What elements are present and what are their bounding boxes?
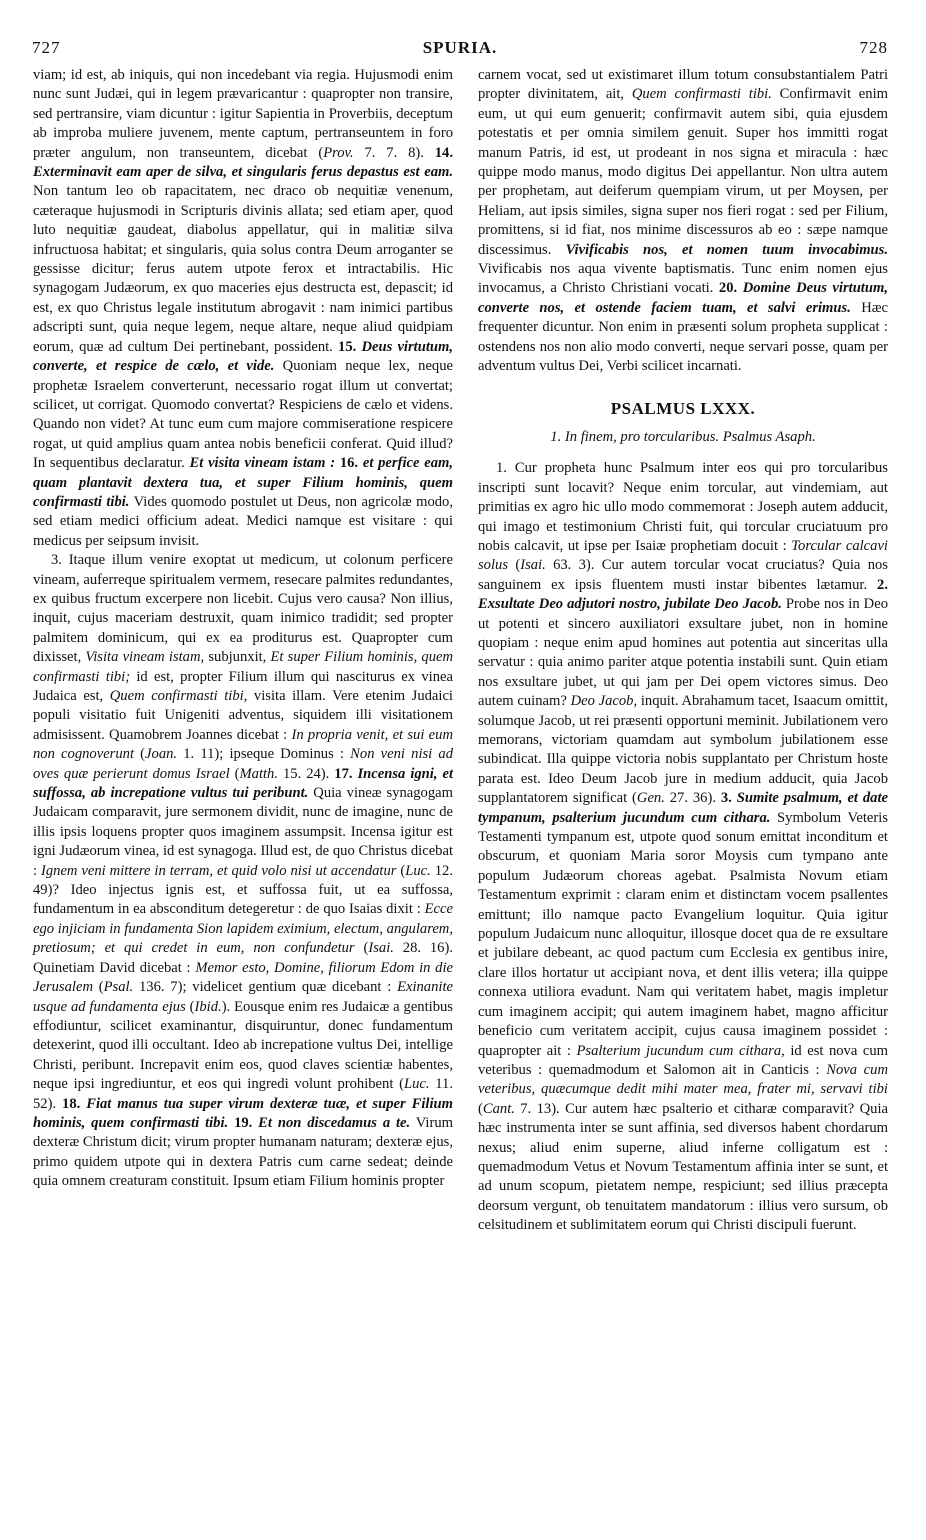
- text-run: Torcular calcavi solus: [478, 537, 888, 574]
- text-run: Cant.: [482, 1100, 515, 1117]
- psalm-subtitle: 1. In finem, pro torcularibus. Psalmus Asaph.: [550, 428, 816, 445]
- text-run: Gen.: [636, 790, 665, 807]
- text-run: 17.: [334, 765, 353, 782]
- text-run: Probe nos in Deo ut potenti et sincero auxiliatori exsultare jubet, non in homine quopiam : neque enim apud homines aut potentia aut sinceritas ulla servatur : quia animo pariter atque potentia instabili sunt. Quin etiam nos exsultare jubet, ut qui jam per Dei opem victores simus. Deo autem cuinam?: [478, 596, 888, 710]
- text-run: Matth.: [239, 765, 278, 782]
- text-run: 63. 3). Cur autem torcular vocat cruciatus? Quia nos sanguinem ex ipsis fluentem musti instar bibentes lætamur.: [478, 557, 888, 593]
- text-run: (: [396, 862, 406, 879]
- text-run: Quem confirmasti tibi.: [631, 86, 772, 103]
- text-run: (: [92, 979, 104, 996]
- psalm-title: PSALMUS LXXX.: [610, 398, 756, 418]
- text-run: 7. 7. 8).: [353, 144, 435, 161]
- text-run: Ignem veni mittere in terram, et quid volo nisi ut accendatur: [41, 862, 397, 879]
- page-number-left: 727: [32, 38, 61, 57]
- text-run: Domine Deus virtutum, converte nos, et ostende faciem tuam, et salvi erimus.: [478, 280, 888, 316]
- text-run: Vivificabis nos aqua vivente baptismatis. Tunc enim nomen ejus invocamus, a Christo Christiani vocati.: [478, 261, 888, 297]
- text-run: Sumite psalmum, et date tympanum, psalterium jucundum cum cithara.: [478, 790, 888, 826]
- text-run: inquit. Abrahamum tacet, Isaacum omittit, solumque Jacob, ut rei præsenti opportuni meminit. Jubilationem vero memorans, victoriam quamdam aut symbolum jubilationem esse subindicat. Illa quippe victoria nobis supplantato per Christum hoste parata est. Ideo Deum Jacob jure in medium adducit, quia Jacob supplantatorem significat (: [478, 693, 888, 807]
- paragraph: [33, 551, 453, 1191]
- text-run: Quia vineæ synagogam Judaicam comparavit, jure sermonem dividit, nunc de imagine, nunc de illis ipsis loquens propter quos imaginem assumpsit. Incensa igitur est igni Judæorum vinea, id est synagoga. Illud est, de quo Christus dicebat :: [33, 785, 453, 879]
- text-run: Memor esto, Domine, filiorum Edom in die Jerusalem: [33, 959, 453, 996]
- text-run: Virum dexteræ Christum dicit; virum propter humanam naturam; dexteræ ejus, primo quidem utpote qui in dextera Patris cum carne sedeat; deinde quia omnem creaturam constituit. Ipsum etiam Filium hominis propter: [33, 1114, 453, 1190]
- left-column: [33, 66, 453, 1192]
- text-run: id est, propter Filium illum qui nasciturus ex vinea Judaica est,: [33, 668, 453, 704]
- text-run: 20.: [718, 280, 738, 297]
- text-run: 15. 24).: [278, 765, 335, 782]
- right-column: [478, 66, 888, 1236]
- text-run: (: [134, 746, 146, 763]
- text-run: viam; id est, ab iniquis, qui non incedebant via regia. Hujusmodi enim nunc sunt Judæi, qui in legem prævaricantur : quapropter non transire, sed pertransire, viam dicuntur : igitur Sapientia in Proverbiis, deceptum ab improba muliere juvenem, mente captum, pertranseuntem in foro præter angulum, non transeuntem, dicebat (: [33, 67, 453, 161]
- text-run: Exterminavit eam aper de silva, et singularis ferus depastus est eam.: [33, 164, 453, 181]
- text-run: Symbolum Veteris Testamenti tympanum est, utpote quod sonum emittat inconditum et obscurum, et quoniam Maria soror Moysis cum tympano ante populum Judæorum choreas agebat. Psalmista Novum etiam Testamentum exprimit : claram enim et distinctam vocem psallentes emittunt; illo namque pacto Evangelium loquitur. Quia igitur populum Judaicum nunc alloquitur, illosque docet qua de re exsultare et jubilare debeant, ac quod pactum cum Ecclesia ex gentibus inire, clare illos hortatur ut accipiant nova, et dent illis vetera; illa quippe connexa utiliora evadunt. Nam qui veritatem habet, magis impletur cum imaginem accipit; qui autem imaginem habet, magno afficitur beneficio cum veritatem accipit, cujus causa imaginem possidet : quapropter ait :: [478, 809, 888, 1059]
- text-run: subjunxit,: [204, 649, 271, 666]
- page-header: [32, 38, 888, 60]
- text-run: 136. 7); videlicet gentium quæ dicebant :: [133, 979, 398, 996]
- text-run: Non veni nisi ad oves quæ perierunt domus Israel: [33, 746, 453, 782]
- text-run: Et super Filium hominis, quem confirmasti tibi;: [33, 649, 454, 685]
- text-run: 27. 36).: [664, 790, 721, 807]
- text-run: 11. 52).: [33, 1076, 454, 1112]
- text-run: 1. 11); ipseque Dominus :: [177, 746, 351, 763]
- text-run: (: [478, 1100, 483, 1117]
- text-run: Quoniam neque lex, neque prophetæ Israelem converterunt, necessario rogat illum ut convertat; scilicet, ut corrigat. Quomodo convertat? Respiciens de cælo et videns. Quando non videt? At tunc eum cum majore commiseratione respicere rogat, ut quid amplius quam antea nobis beneficii conferat. Quid illud? In sequentibus declaratur.: [33, 358, 453, 472]
- text-run: Exinanite usque ad fundamenta ejus: [33, 979, 453, 1015]
- text-run: Incensa igni, et suffossa, ab increpatione vultus tui peribunt.: [33, 765, 454, 802]
- text-run: visita illam. Vere etenim Judaici populi visitatio fuit Unigeniti adventus, siquidem illi visitationem admisissent. Quamobrem Joannes dicebat :: [33, 688, 453, 743]
- text-run: (: [185, 998, 195, 1015]
- text-run: 19.: [234, 1114, 253, 1131]
- text-run: 28. 16). Quinetiam David dicebat :: [33, 940, 453, 976]
- text-run: 18.: [62, 1095, 81, 1112]
- text-run: Isai.: [368, 940, 394, 957]
- text-run: Et visita vineam istam :: [189, 455, 340, 472]
- text-run: Ecce ego injiciam in fundamenta Sion lapidem eximium, electum, angularem, pretiosum; et qui credet in eum, non confundetur: [33, 901, 453, 957]
- text-run: 2.: [877, 576, 888, 593]
- text-run: Visita vineam istam,: [85, 649, 205, 666]
- text-run: 1. Cur propheta hunc Psalmum inter eos qui pro torcularibus inscripti sunt locavit? Neque enim torcular, aut vindemiam, aut primitias ex agro hic ullo modo commemorat : Joseph autem adducit, qui imago et testimonium Christi fuit, qui torcular cruciatuum pro nobis calcavit, ut ipse per Isaiæ prophetiam docuit :: [478, 460, 888, 554]
- text-run: Exsultate Deo adjutori nostro, jubilate Deo Jacob.: [478, 596, 782, 613]
- text-run: 16.: [339, 455, 359, 472]
- text-run: Ibid.: [194, 998, 222, 1015]
- text-run: In propria venit, et sui eum non cognoverunt: [33, 726, 453, 763]
- text-run: 7. 13). Cur autem hæc psalterio et citharæ comparavit? Quia hæc instrumenta inter se sunt affinia, sed diversos habent chordarum nexus; aliud enim superne, aliud inferne colligatum est : quemadmodum Vetus et Novum Testamentum affinia inter se sunt, et ad unum scopum, pietatem nempe, respiciunt; sed illius præcepta deorsum vergunt, ob tenuitatem mandatorum : illius vero sursum, ob celsitudinem et sublimitatem eorum qui Christi discipuli fuerunt.: [478, 1100, 888, 1234]
- text-run: (: [508, 557, 521, 574]
- text-run: et perfice eam, quam plantavit dextera tua, et super Filium hominis, quem confirmasti tibi.: [33, 455, 453, 510]
- text-run: Fiat manus tua super virum dexteræ tuæ, et super Filium hominis, quem confirmasti tibi.: [33, 1095, 453, 1131]
- text-run: Isai.: [520, 557, 546, 574]
- text-run: carnem vocat, sed ut existimaret illum totum consubstantialem Patri propter divinitatem, ait,: [478, 67, 888, 103]
- text-run: 3.: [720, 790, 732, 807]
- text-run: (: [354, 940, 369, 957]
- text-run: Joan.: [145, 746, 178, 763]
- text-run: Et non discedamus a te.: [252, 1114, 411, 1131]
- text-run: Hæc frequenter dicuntur. Non enim in præsenti solum propheta supplicat : ostendens nos non alio modo converti, neque servari posse, quam per adventum vultus Dei, Verbi scilicet incarnati.: [478, 299, 888, 375]
- text-run: 15.: [338, 338, 357, 355]
- text-run: Luc.: [404, 1076, 430, 1093]
- text-run: Luc.: [405, 862, 431, 879]
- text-run: Psalterium jucundum cum cithara,: [576, 1042, 785, 1059]
- text-run: Prov.: [323, 144, 354, 161]
- running-title: SPURIA.: [422, 38, 498, 57]
- text-run: Vides quomodo postulet ut Deus, non agricolæ modo, sed etiam medici officium adeat. Medici namque est visitare : qui medicus per seipsum invisit.: [33, 493, 453, 549]
- paragraph: [33, 66, 453, 551]
- text-run: Quem confirmasti tibi,: [109, 688, 248, 704]
- text-run: Non tantum leo ob rapacitatem, nec draco ob nequitiæ venenum, cæteraque hujusmodi in Scripturis divinis allata; sed etiam aper, quod luto nequitiæ gaudeat, diabolus appellatur, qui in malitiæ silva infructuosa habitat; et singularis, quia solus contra Deum arroganter se gessisse dicitur; ferus autem utpote ferox et intractabilis. Hic synagogam Judæorum, ex quo maceries ejus destructa est, depascit; id est, ex quo Christus legale institutum abrogavit : nam inimici partibus adscripti sunt, quia neque legem, neque altare, neque aliud quidpiam eorum, quæ ad cultum Dei pertinebant, possident.: [33, 183, 453, 355]
- text-run: (: [229, 765, 240, 782]
- page-number-right: 728: [859, 38, 888, 57]
- text-run: Deus virtutum, converte, et respice de cælo, et vide.: [33, 338, 454, 375]
- text-run: Nova cum veteribus, quæcumque dedit mihi mater mea, frater mi, servavi tibi: [478, 1061, 888, 1098]
- text-run: Confirmavit enim eum, ut qui eum genuerit; confirmavit autem sibi, quia ejusdem potestatis et per omnia similem genuit. Super hos immitti rogat manum Patris, id est, ut prodeant in nos signa et miracula : hæc quippe modo manus, modo digitus Dei appellantur. Non ultra autem per prophetam, aut deiferum quempiam virum, ut per Moysen, per Heliam, aut ipsis similes, signa super nos fieri rogat : sed per Filium, promittens, si id fiat, nos minime discessuros ab eo : sæpe namque discessimus.: [478, 86, 888, 258]
- text-run: Vivificabis nos, et nomen tuum invocabimus.: [565, 241, 888, 258]
- text-run: Psal.: [103, 979, 134, 996]
- text-run: ). Eousque enim res Judaicæ a gentibus effodiuntur, scilicet examinantur, disquiruntur, donec fundamentum detexerint, quod illi occultant. Ideo ab increpatione vultus Dei, intellige Christi, peribunt. Increpavit enim eos, quod claves scientiæ habentes, neque ipsi ingrediuntur, et eos qui ingredi volunt prohibent (: [33, 998, 453, 1093]
- text-run: Deo Jacob,: [570, 693, 638, 710]
- text-run: 3. Itaque illum venire exoptat ut medicum, ut colonum perficere vineam, auferreque spiritualem vermem, resecare palmites redundantes, ex quibus fructum excerpere non licebit. Cujus vero causa? Non illius, inquit, cujus maceriam destruxit, quam inimico tradidit; sed propter palmitem dominicum, qui ex ea proditurus est. Quapropter cum dixisset,: [33, 552, 453, 666]
- paragraph: [478, 459, 888, 1235]
- text-run: 12. 49)? Ideo injectus ignis est, et suffossa fuit, ut ea suffossa, fundamentum in ea absconditum detegeretur : de quo Isaias dixit :: [33, 862, 453, 918]
- paragraph: [478, 66, 888, 377]
- text-run: 14.: [434, 144, 453, 161]
- text-run: id est nova cum veteribus : quemadmodum et Salomon ait in Canticis :: [478, 1042, 888, 1078]
